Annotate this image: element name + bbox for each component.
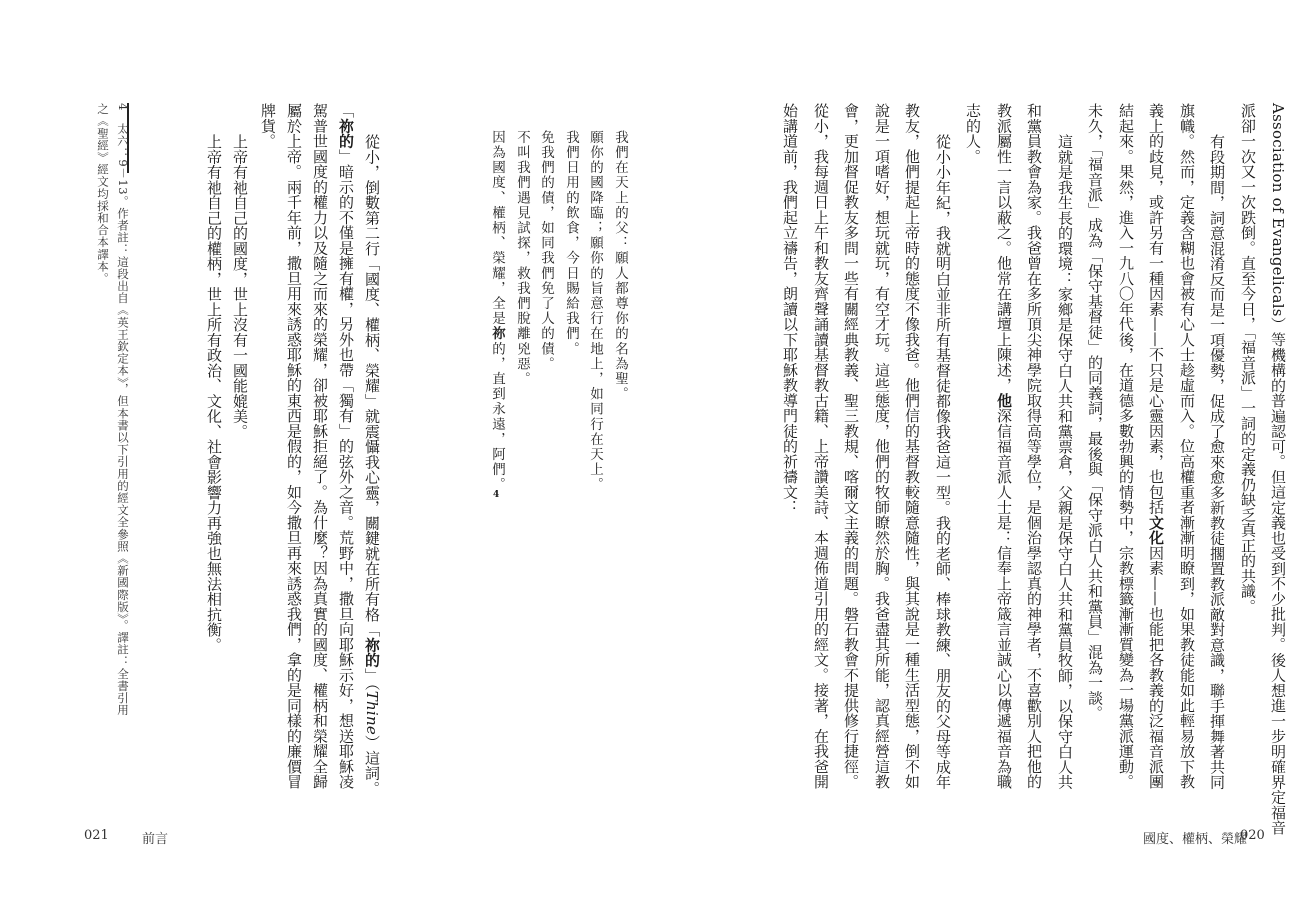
- text: 教友，他們提起上帝時的態度不像我爸。他們信的基督教較隨意隨性，與其說是一種生活型態，倒不如: [903, 103, 921, 790]
- text: 始講道前，我們起立禱告，朗讀以下耶穌教導門徒的祈禱文：: [781, 103, 799, 515]
- prayer-line: [536, 130, 556, 372]
- bold-text: 他: [995, 392, 1013, 408]
- text-column: [1024, 103, 1044, 789]
- text: 「: [337, 103, 355, 119]
- prayer-line: [512, 130, 532, 387]
- text: 因為國度、權柄、榮耀，全是: [489, 130, 505, 327]
- text-column: [811, 103, 831, 789]
- text: 未久，「福音派」成為「保守基督徒」的同義詞，最後與「保守派白人共和黨員」混為一談。: [1086, 103, 1104, 721]
- text: 之《聖經》經文均採和合本譯本。: [96, 103, 110, 285]
- text-column: [1207, 134, 1227, 790]
- text: 會，更加督促教友多問一些有關經典教義、聖三教規、喀爾文主義的問題。磐石教會不提供修行捷徑。: [842, 103, 860, 790]
- text: 說是一項嗜好，想玩就玩，有空才玩。這些態度，他們的牧師瞭然於胸。我爸盡其所能，認真經營這教: [873, 103, 891, 790]
- text-column: [933, 134, 953, 790]
- running-header-title: 前言: [142, 832, 169, 847]
- text: 和黨員教會為家。我爸曾在多所頂尖神學院取得高等學位，是個治學認真的神學者，不喜歡別人把他的: [1025, 103, 1043, 790]
- text-column: [1268, 103, 1288, 835]
- text: 不叫我們遇見試探，救我們脫離兇惡。: [514, 130, 530, 387]
- running-header-title: 國度、權柄、榮耀: [1143, 832, 1248, 847]
- text-column: [1177, 103, 1197, 789]
- prayer-line: [585, 130, 605, 492]
- footnote: [115, 103, 131, 716]
- bold-text: 祢的: [363, 637, 381, 668]
- text-column: [1238, 103, 1258, 614]
- text-column: [284, 103, 304, 789]
- text: 教派屬性一言以蔽之。他常在講壇上陳述，: [995, 103, 1013, 393]
- prayer-line: [561, 130, 581, 357]
- text: 4 太六：9－13。作者註：這段出自《英王欽定本》，但本書以下引用的經文全參照《新國際版》。譯註：全書引用: [116, 103, 130, 717]
- text-column: [994, 103, 1014, 789]
- text: 駕普世國度的權力以及隨之而來的榮耀，卻被耶穌拒絕了。為什麼？因為真實的國度、權柄和榮耀全歸: [311, 103, 329, 790]
- text-column: [1116, 103, 1136, 789]
- footnote: [95, 103, 111, 285]
- footnote-reference[interactable]: 4: [493, 490, 500, 500]
- text: 屬於上帝。兩千年前，撒旦用來誘惑耶穌的東西是假的，如今撒旦再來誘惑我們，拿的是同樣的廉價冒: [285, 103, 303, 790]
- text-column: [258, 103, 278, 149]
- text: 的，直到永遠，阿們。: [489, 341, 505, 493]
- text-column: [1146, 103, 1166, 789]
- text-column: [780, 103, 800, 515]
- prayer-line: [487, 130, 507, 492]
- text: 有段期間，詞意混淆反而是一項優勢，促成了愈來愈多新教徒擱置教派敵對意識，聯手揮舞著共同: [1208, 134, 1226, 790]
- text: 因素——也能把各教義的泛福音派團: [1147, 545, 1165, 790]
- text-column: [841, 103, 861, 789]
- text: 免我們的債，如同我們免了人的債。: [538, 130, 554, 372]
- text-column: [963, 103, 983, 164]
- text: 志的人。: [964, 103, 982, 164]
- text: 我們日用的飲食，今日賜給我們。: [563, 130, 579, 357]
- quote-line: [204, 134, 224, 653]
- text-column: [336, 103, 356, 789]
- text-column: [362, 134, 382, 796]
- text: 深信福音派人士是：信奉上帝箴言並誠心以傳遞福音為職: [995, 408, 1013, 790]
- bold-text: 祢的: [337, 118, 355, 149]
- text-column: [902, 103, 922, 789]
- text: 願你的國降臨；願你的旨意行在地上，如同行在天上。: [587, 130, 603, 493]
- text: 這就是我生長的環境：家鄉是保守白人共和黨票倉，父親是保守白人共和黨員牧師，以保守白人共: [1056, 134, 1074, 790]
- bold-text: 祢: [489, 326, 505, 342]
- text-column: [1055, 134, 1075, 790]
- text: Association of Evangelicals）等機構的普遍認可。但這定義也受到不少批判。後人想進一步明確界定福音: [1269, 103, 1287, 836]
- bold-text: 文化: [1147, 514, 1165, 546]
- quote-line: [230, 134, 250, 439]
- prayer-line: [610, 130, 630, 402]
- text: 義上的歧見，或許另有一種因素——不只是心靈因素，也包括: [1147, 103, 1165, 515]
- text-column: [1085, 103, 1105, 721]
- text: 從小，倒數第二行「國度、權柄、榮耀」就震懾我心靈，關鍵就在所有格「: [363, 134, 381, 638]
- text: ）這詞。: [363, 735, 381, 797]
- text: 上帝有祂自己的國度，世上沒有一國能媲美。: [231, 134, 249, 439]
- text: 我們在天上的父：願人都尊你的名為聖。: [612, 130, 628, 402]
- text: 上帝有祂自己的權柄，世上所有政治、文化、社會影響力再強也無法相抗衡。: [205, 134, 223, 653]
- text-column: [872, 103, 892, 789]
- italic-text: Thine: [363, 690, 381, 736]
- text: 從小小年紀，我就明白並非所有基督徒都像我爸這一型。我的老師、棒球教練、朋友的父母等成年: [934, 134, 952, 790]
- page-number: 021: [84, 828, 109, 843]
- text: 派卻一次又一次跌倒。直至今日，「福音派」一詞的定義仍缺乏真正的共識。: [1239, 103, 1257, 614]
- page-number: 020: [1240, 828, 1265, 843]
- text: 從小，我每週日上午和教友齊聲誦讀基督教古籍、上帝讚美詩、本週佈道引用的經文。接著，在我爸開: [812, 103, 830, 790]
- text: 」暗示的不僅是擁有權，另外也帶「獨有」的弦外之音。荒野中，撒旦向耶穌示好，想送耶穌凌: [337, 148, 355, 790]
- text: 牌貨。: [259, 103, 277, 149]
- text: 旗幟。然而，定義含糊也會被有心人士趁虛而入。位高權重者漸漸明瞭到，如果教徒能如此輕易放下教: [1178, 103, 1196, 790]
- text-column: [310, 103, 330, 789]
- text: 結起來。果然，進入一九八〇年代後，在道德多數勃興的情勢中，宗教標籤漸漸質變為一場黨派運動。: [1117, 103, 1135, 790]
- text: 」（: [363, 667, 381, 691]
